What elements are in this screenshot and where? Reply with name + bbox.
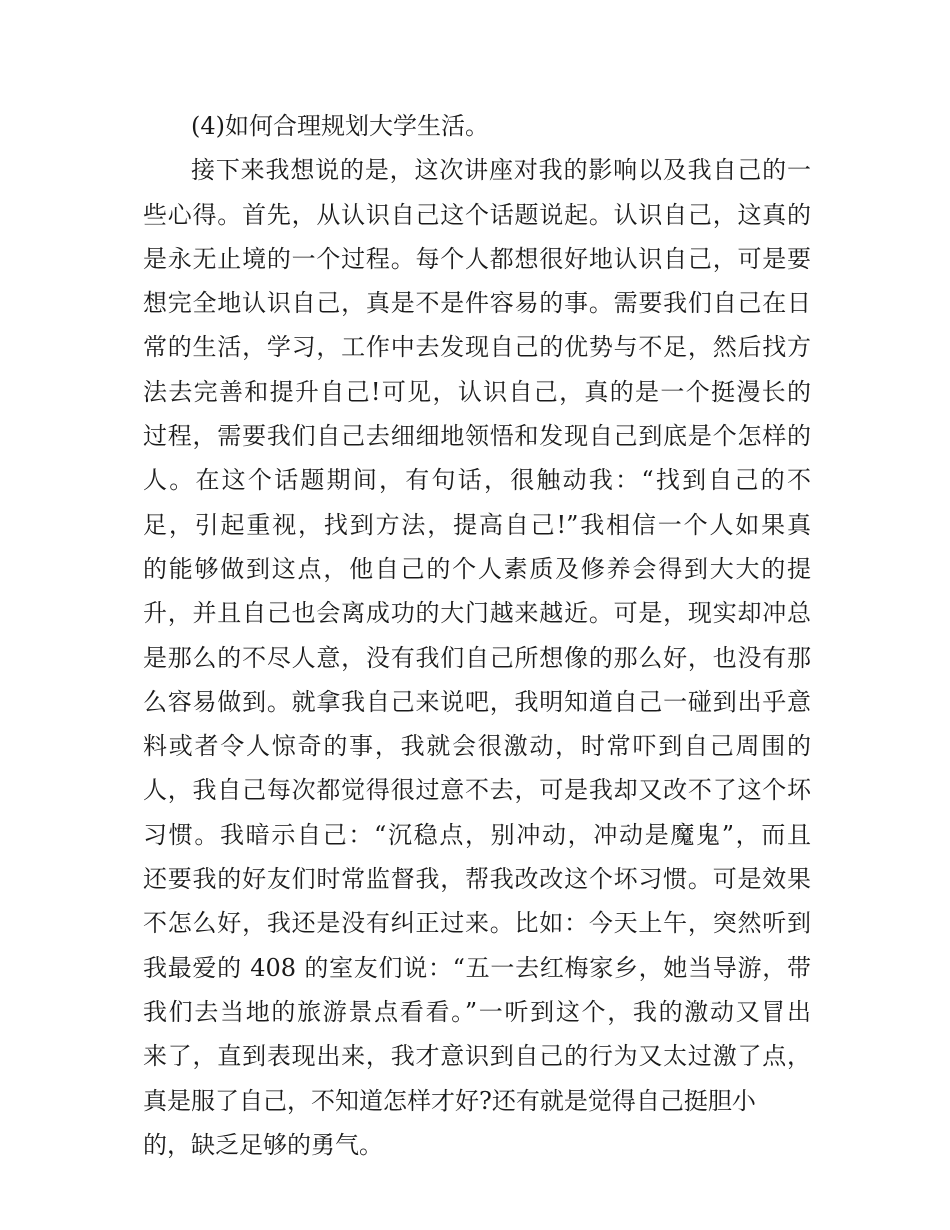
paragraph-line: 法去完善和提升自己!可见，认识自己，真的是一个挺漫长的 (143, 377, 811, 406)
paragraph-line: 人。在这个话题期间，有句话，很触动我：“找到自己的不 (143, 466, 811, 495)
paragraph-line: 不怎么好，我还是没有纠正过来。比如：今天上午，突然听到 (143, 909, 811, 938)
paragraph-line: 过程，需要我们自己去细细地领悟和发现自己到底是个怎样的 (143, 422, 811, 451)
paragraph-line: 我最爱的 408 的室友们说：“五一去红梅家乡，她当导游，带 (143, 953, 811, 982)
paragraph-line: 真是服了自己，不知道怎样才好?还有就是觉得自己挺胆小 (143, 1086, 756, 1115)
body-paragraph (143, 148, 811, 1167)
paragraph-line: 的能够做到这点，他自己的个人素质及修养会得到大大的提 (143, 554, 811, 583)
list-item-heading: (4)如何合理规划大学生活。 (191, 112, 489, 140)
paragraph-line: 升，并且自己也会离成功的大门越来越近。可是，现实却冲总 (143, 599, 811, 628)
paragraph-line: 些心得。首先，从认识自己这个话题说起。认识自己，这真的 (143, 200, 811, 229)
paragraph-line: 我们去当地的旅游景点看看。”一听到这个，我的激动又冒出 (143, 997, 811, 1026)
document-body (143, 104, 811, 1167)
paragraph-line: 想完全地认识自己，真是不是件容易的事。需要我们自己在日 (143, 289, 811, 318)
paragraph-line: 的，缺乏足够的勇气。 (143, 1130, 383, 1159)
paragraph-line: 常的生活，学习，工作中去发现自己的优势与不足，然后找方 (143, 333, 811, 362)
paragraph-line: 习惯。我暗示自己：“沉稳点，别冲动，冲动是魔鬼”，而且 (143, 820, 811, 849)
paragraph-line: 是那么的不尽人意，没有我们自己所想像的那么好，也没有那 (143, 643, 811, 672)
paragraph-line: 人，我自己每次都觉得很过意不去，可是我却又改不了这个坏 (143, 776, 811, 805)
paragraph-line: 足，引起重视，找到方法，提高自己!”我相信一个人如果真 (143, 510, 811, 539)
paragraph-line: 料或者令人惊奇的事，我就会很激动，时常吓到自己周围的 (143, 732, 811, 761)
paragraph-line: 还要我的好友们时常监督我，帮我改改这个坏习惯。可是效果 (143, 865, 811, 894)
paragraph-line: 是永无止境的一个过程。每个人都想很好地认识自己，可是要 (143, 244, 811, 273)
paragraph-line: 来了，直到表现出来，我才意识到自己的行为又太过激了点， (143, 1042, 811, 1071)
paragraph-line: 么容易做到。就拿我自己来说吧，我明知道自己一碰到出乎意 (143, 687, 811, 716)
paragraph-line: 接下来我想说的是，这次讲座对我的影响以及我自己的一 (191, 156, 811, 185)
